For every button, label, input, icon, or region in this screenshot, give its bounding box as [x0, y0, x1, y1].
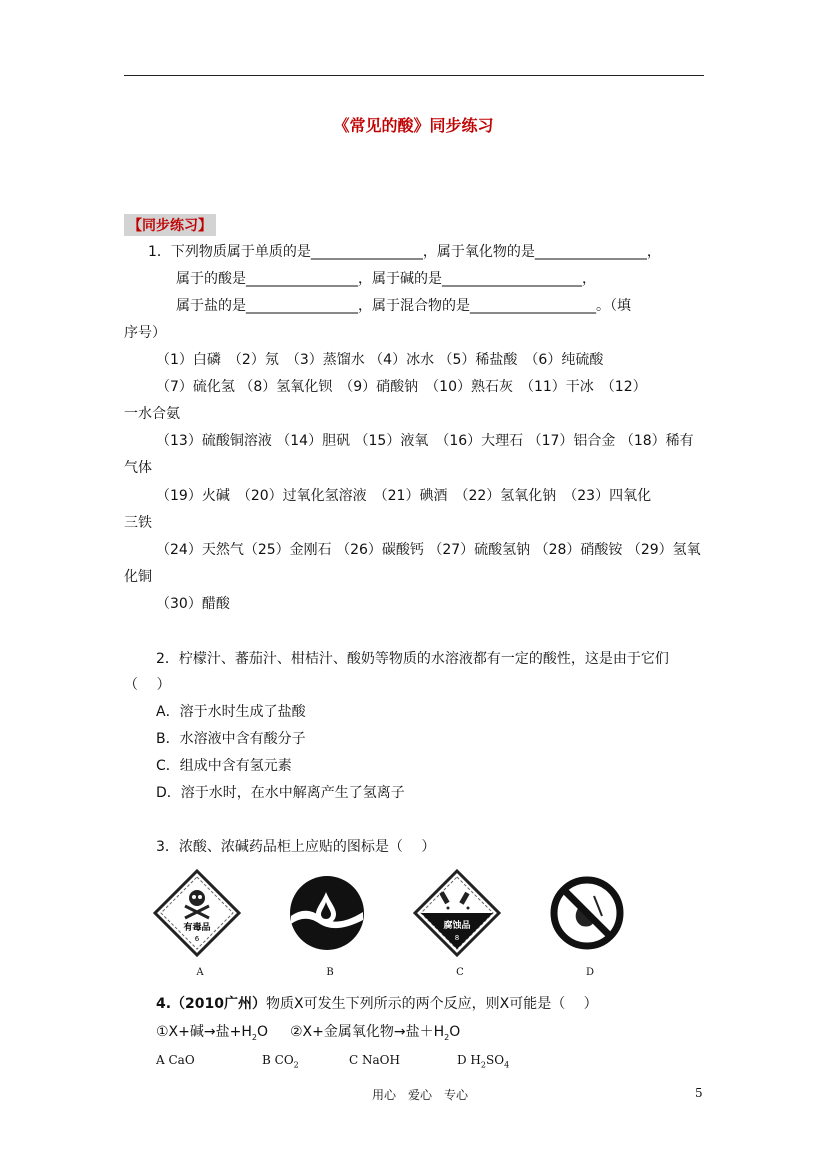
- q4-option-b-text: B CO: [262, 1053, 294, 1067]
- q4-reaction-2-text: ②X+金属氧化物→盐＋H: [290, 1024, 445, 1040]
- sign-a-number: 6: [194, 935, 200, 943]
- hazard-signs: [146, 868, 636, 978]
- q1-item-line: （19）火碱 （20）过氧化氢溶液 （21）碘酒 （22）氢氧化钠 （23）四氧化: [156, 488, 652, 504]
- q4-option-a: A CaO: [156, 1053, 195, 1067]
- q4-option-d-text: D H: [457, 1053, 481, 1067]
- toxic-sign-icon: [152, 868, 242, 960]
- q3-stem: 3．浓酸、浓碱药品柜上应贴的图标是（ ）: [156, 839, 436, 855]
- q2-option-b: B．水溶液中含有酸分子: [156, 731, 306, 747]
- q2-blank: （ ）: [124, 677, 171, 693]
- q4-option-d-mid: SO: [486, 1053, 505, 1067]
- corrosive-sign-icon: [412, 868, 502, 960]
- q1-line-1: 1．下列物质属于单质的是________________，属于氧化物的是________________，: [148, 244, 661, 260]
- no-fire-sign-icon: [542, 868, 632, 960]
- q1-item-line: 一水合氨: [124, 406, 180, 422]
- q4-stem: [156, 995, 598, 1013]
- sign-a-label: 有毒品: [183, 923, 211, 933]
- q4-stem-prefix: 4.（2010广州）: [156, 996, 267, 1012]
- sign-c-label: 腐蚀品: [443, 921, 471, 931]
- q1-item-line: （1）白磷 （2）氖 （3）蒸馏水 （4）冰水 （5）稀盐酸 （6）纯硫酸: [156, 352, 604, 368]
- sign-a: [152, 868, 248, 978]
- q1-line-3: 属于盐的是________________，属于混合物的是__________________。（填: [176, 298, 631, 314]
- q4-reaction-1-end: O: [256, 1024, 268, 1040]
- q1-item-line: 三铁: [124, 515, 152, 531]
- q4-stem-text: 物质X可发生下列所示的两个反应，则X可能是（ ）: [266, 996, 598, 1012]
- q1-item-line: 气体: [124, 460, 152, 476]
- q4-option-b-sub: 2: [293, 1060, 299, 1070]
- sign-b: [282, 868, 378, 978]
- sign-c-letter: C: [456, 967, 464, 978]
- q4-reaction-2-sub: 2: [444, 1032, 450, 1042]
- q4-option-d: [457, 1051, 509, 1074]
- q1-item-line: 化铜: [124, 569, 152, 585]
- q4-option-b: [262, 1051, 299, 1074]
- q1-line-2: 属于的酸是________________，属于碱的是____________________，: [176, 271, 596, 287]
- section-label: 【同步练习】: [124, 214, 216, 236]
- q1-item-line: （13）硫酸铜溶液 （14）胆矾 （15）液氧 （16）大理石 （17）铝合金 （18）稀有: [156, 433, 694, 449]
- q4-reaction-1: [156, 1023, 268, 1047]
- q4-reaction-2: [290, 1023, 460, 1047]
- q2-option-d: D．溶于水时，在水中解离产生了氢离子: [156, 785, 405, 801]
- sign-d: [542, 868, 638, 978]
- sign-b-letter: B: [326, 967, 334, 978]
- q4-reaction-1-text: ①X+碱→盐+H: [156, 1024, 252, 1040]
- sign-d-letter: D: [585, 967, 595, 978]
- q2-option-c: C．组成中含有氢元素: [156, 758, 292, 774]
- q4-option-d-sub-1: 2: [480, 1060, 486, 1070]
- sign-c: [412, 868, 508, 978]
- page-number: 5: [695, 1086, 703, 1100]
- footer-motto: 用心 爱心 专心: [371, 1088, 468, 1102]
- sign-c-number: 8: [454, 934, 460, 942]
- sign-a-letter: A: [196, 967, 204, 978]
- q1-line-4: 序号）: [124, 325, 166, 341]
- q1-item-line: （24）天然气（25）金刚石 （26）碳酸钙 （27）硫酸氢钠 （28）硝酸铵 （29）氢氧: [156, 542, 701, 558]
- q1-item-line: （30）醋酸: [156, 596, 230, 612]
- q4-option-c: C NaOH: [349, 1053, 400, 1067]
- page-title: 《常见的酸》同步练习: [333, 116, 494, 135]
- q4-option-d-sub-2: 4: [504, 1060, 510, 1070]
- header-rule: [124, 75, 704, 76]
- q2-stem: 2．柠檬汁、蕃茄汁、柑桔汁、酸奶等物质的水溶液都有一定的酸性，这是由于它们: [156, 651, 669, 667]
- q4-reaction-2-end: O: [449, 1024, 461, 1040]
- water-drop-sign-icon: [282, 868, 372, 960]
- q2-option-a: A．溶于水时生成了盐酸: [156, 704, 306, 720]
- q1-item-line: （7）硫化氢 （8）氢氧化钡 （9）硝酸钠 （10）熟石灰 （11）干冰 （12）: [156, 379, 647, 395]
- q4-reaction-1-sub: 2: [251, 1032, 257, 1042]
